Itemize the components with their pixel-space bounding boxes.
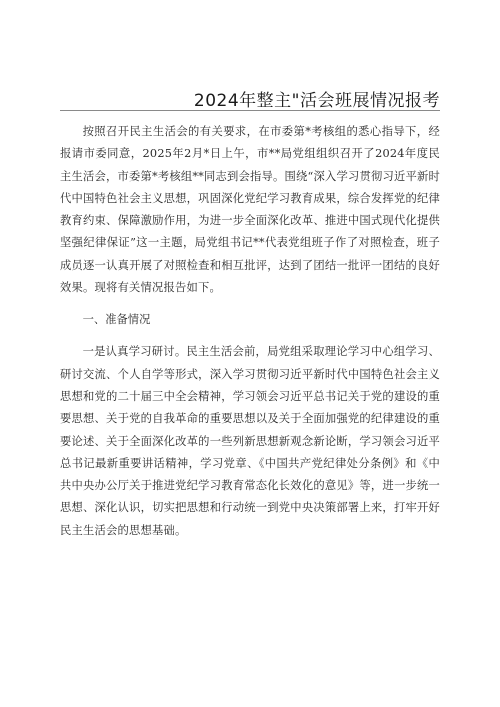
section-paragraph-study: 一是认真学习研讨。民主生活会前，局党组采取理论学习中心组学习、研讨交流、个人自学等形式，深入学习贯彻习近平新时代中国特色社会主义思想和党的二十届三中全会精神，学习领会习近平总书记关于党的建设的重要思想、关于党的自我革命的重要思想以及关于全面加强党的纪律建设的重要论述、关于全面深化改革的一些列新思想新观念新论断，学习领会习近平总书记最新重要讲话精神，学习党章、《中国共产党纪律处分条例》和《中共中央办公厅关于推进党纪学习教育常态化长效化的意见》等，进一步统一思想、深化认识，切实把思想和行动统一到党中央决策部署上来，打牢开好民主生活会的思想基础。 bbox=[60, 345, 440, 537]
intro-paragraph: 按照召开民主生活会的有关要求，在市委第*考核组的悉心指导下，经报请市委同意，2025年2月*日上午，市**局党组组织召开了2024年度民主生活会，市委第*考核组**同志到会指导。围绕“深入学习贯彻习近平新时代中国特色社会主义思想，巩固深化党纪学习教育成果，综合发挥党的纪律教育约束、保障激励作用，为进一步全面深化改革、推进中国式现代化提供坚强纪律保证”这一主题，局党组书记**代表党组班子作了对照检查，班子成员逐一认真开展了对照检查和相互批评，达到了团结一批评一团结的良好效果。现将有关情况报告如下。 bbox=[60, 125, 440, 295]
title-divider bbox=[60, 110, 440, 111]
document-title: 2024年整主"活会班展情况报考 bbox=[193, 91, 440, 111]
section-heading-preparation: 一、准备情况 bbox=[82, 313, 151, 327]
document-body bbox=[60, 121, 440, 542]
